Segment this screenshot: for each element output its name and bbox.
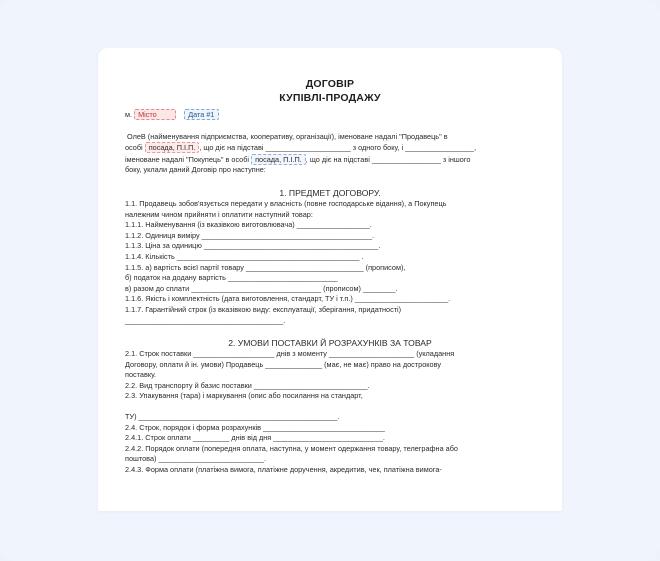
section-1-line: б) податок на додану вартість ___________________________: [125, 273, 338, 283]
title-line-2: КУПІВЛІ-ПРОДАЖУ: [279, 92, 381, 104]
section-1-heading: 1. ПРЕДМЕТ ДОГОВОРУ.: [279, 187, 381, 198]
section-2-line: поставку.: [125, 370, 157, 380]
section-1-line: 1.1. Продавець зобов'язується передати у власність (повне господарське відання), а Покупець: [125, 198, 447, 208]
section-2-line: 2.4. Строк, порядок і форма розрахунків ______________________________: [125, 422, 385, 432]
date-placeholder[interactable]: Дата #1: [184, 109, 218, 120]
intro-l2-text-a: особі: [125, 143, 143, 153]
intro-line-3: [125, 154, 535, 166]
section-2-line: поштова) __________________________.: [125, 454, 267, 464]
seller-position-placeholder[interactable]: посада, П.І.П.: [145, 142, 200, 153]
buyer-position-placeholder[interactable]: посада, П.І.П.: [251, 154, 306, 165]
section-1-body: [125, 199, 535, 326]
section-2-body: [125, 349, 535, 476]
section-2-line: Договору, оплати й ін. умови) Продавець ______________ (має, не має) право на дострокову: [125, 359, 441, 369]
intro-l3-text-b: , що діє на підставі _________________ з іншого: [305, 154, 471, 164]
intro-line-4: боку, уклали даний Договір про наступне:: [125, 165, 266, 175]
section-1-line: 1.1.5. а) вартість всієї партії товару _____________________________ (прописом),: [125, 262, 406, 272]
section-1-line: 1.1.1. Найменування (із вказівкою виготовлювача) __________________.: [125, 220, 372, 230]
section-1-line: 1.1.7. Гарантійний строк (із вказівкою виду: експлуатації, зберігання, придатності): [125, 304, 402, 314]
section-2-line: 2.2. Вид транспорту й базис поставки ____________________________.: [125, 380, 370, 390]
section-1-line: 1.1.6. Якість і комплектність (дата виготовлення, стандарт, ТУ і т.п.) _______________________.: [125, 294, 451, 304]
section-2-line: 2.4.1. Строк оплати _________ днів від дня ___________________________.: [125, 433, 385, 443]
document-page: [98, 48, 562, 511]
title-line-1: ДОГОВІР: [305, 78, 355, 90]
section-2-line: ТУ) _________________________________________________.: [125, 412, 340, 422]
section-1-line: 1.1.2. Одиниця виміру __________________________________________.: [125, 230, 375, 240]
section-2-line: 2.3. Упакування (тара) і маркування (опис або посилання на стандарт,: [125, 391, 363, 401]
section-1-line: належним чином прийняти і оплатити наступний товар:: [125, 209, 313, 219]
intro-line-2: [125, 142, 535, 154]
section-1-line: 1.1.4. Кількість _____________________________________________ .: [125, 251, 364, 261]
intro-l3-text-a: іменоване надалі "Покупець" в особі: [125, 154, 250, 164]
section-1-line: в) разом до сплати ________________________________ (прописом) ________.: [125, 283, 398, 293]
section-1-line: _______________________________________.: [125, 315, 286, 325]
section-2-line: 2.1. Строк поставки ____________________ днів з моменту _____________________ (укладання: [125, 349, 455, 359]
section-1-line: 1.1.3. Ціна за одиницю ___________________________________________.: [125, 241, 381, 251]
section-2-heading: 2. УМОВИ ПОСТАВКИ Й РОЗРАХУНКІВ ЗА ТОВАР: [228, 338, 432, 349]
place-date-line: [125, 109, 535, 121]
section-2-line: 2.4.2. Порядок оплати (попередня оплата, наступна, у момент одержання товару, телеграфна або: [125, 443, 458, 453]
section-2-line: 2.4.3. Форма оплати (платіжна вимога, платіжне доручення, акредитив, чек, платіжна вимога-: [125, 465, 442, 475]
document-content: [125, 77, 535, 476]
city-placeholder[interactable]: Місто: [134, 109, 176, 120]
document-title: [125, 77, 535, 105]
intro-line-1: ОлеВ (найменування підприємства, кооперативу, організації), іменоване надалі "Продавець" в: [127, 131, 448, 141]
city-prefix: м.: [125, 110, 133, 119]
intro-l2-text-b: , що діє на підставі _____________________ з одного боку, і _________________,: [199, 143, 477, 153]
